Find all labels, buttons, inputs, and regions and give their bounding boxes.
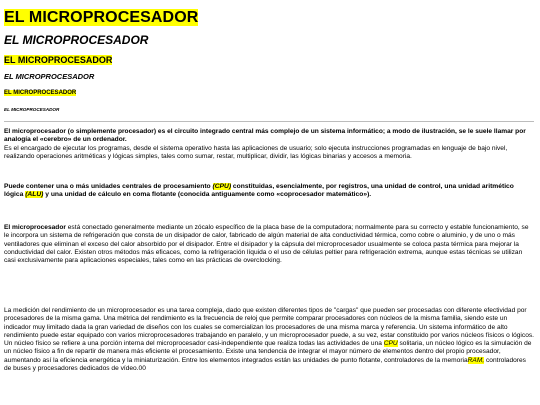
heading-3 bbox=[4, 55, 112, 65]
heading-5-text: EL MICROPROCESADOR bbox=[4, 90, 77, 96]
paragraph-units-text-c: y una unidad de cálculo en coma flotante (conocida antiguamente como «coprocesador matemático»). bbox=[43, 191, 372, 199]
heading-3-text: EL MICROPROCESADOR bbox=[4, 55, 113, 65]
heading-4: EL MICROPROCESADOR bbox=[4, 72, 95, 81]
paragraph-cooling bbox=[4, 224, 534, 265]
paragraph-units-text-a: Puede contener una o más unidades centrales de procesamiento bbox=[4, 183, 213, 190]
heading-1-text: EL MICROPROCESADOR bbox=[4, 9, 199, 26]
paragraph-definition-bold: El microprocesador (o simplemente procesador) es el circuito integrado central más complejo de un sistema informático; a modo de ilustración, se le suele llamar por analogía el «cerebro» de un ordenador. bbox=[4, 128, 526, 144]
paragraph-definition-text: Es el encargado de ejecutar los programas, desde el sistema operativo hasta las aplicaciones de usuario; solo ejecuta instrucciones programadas en lenguaje de bajo nivel, realizando operaciones aritméticas y lógicas simples, tales como sumar, restar, multiplicar, dividir, las lógicas binarias y accesos a memoria. bbox=[4, 144, 508, 160]
paragraph-cooling-bold: El microprocesador bbox=[4, 224, 66, 231]
paragraph-performance-text-c: controladores de buses y procesadores dedicados de vídeo.00 bbox=[4, 356, 526, 373]
paragraph-performance-text-b: solitaria, un núcleo lógico es la simulación de un núcleo físico a fin de repartir de manera más eficiente el procesamiento. Existe una tendencia de integrar el mayor número de elementos dentro del propio procesador, aumentando así la eficiencia energética y la miniaturización. Entre los elementos integrados están las unidades de punto flotante, controladores de la memoria bbox=[4, 340, 532, 364]
horizontal-rule bbox=[4, 121, 534, 122]
cpu-highlight: (CPU) bbox=[212, 183, 232, 190]
heading-5 bbox=[4, 90, 76, 97]
cpu-highlight-2: CPU bbox=[383, 340, 398, 348]
paragraph-performance bbox=[4, 307, 534, 373]
alu-highlight: (ALU) bbox=[25, 191, 44, 199]
heading-6: EL MICROPROCESADOR bbox=[4, 107, 60, 112]
paragraph-units bbox=[4, 183, 534, 200]
heading-2: EL MICROPROCESADOR bbox=[4, 33, 149, 47]
ram-highlight: RAM, bbox=[467, 356, 485, 364]
paragraph-definition bbox=[4, 128, 534, 161]
paragraph-performance-text-a: La medición del rendimiento de un microprocesador es una tarea compleja, dado que existen diferentes tipos de "cargas" que pueden ser procesadas con diferente efectividad por procesadores de la misma gama. Una métrica del rendimiento es la frecuencia de reloj que permite comparar procesadores con núcleos de la misma familia, siendo este un indicador muy limitado dada la gran variedad de diseños con los cuales se comercializan los procesadores de una misma marca y referencia. Un sistema informático de alto rendimiento puede estar equipado con varios microprocesadores trabajando en paralelo, y un microprocesador puede, a su vez, estar constituido por varios núcleos físicos o lógicos. Un núcleo físico se refiere a una porción interna del microprocesador casi-independiente que realiza todas las actividades de una bbox=[4, 307, 534, 348]
paragraph-cooling-text: está conectado generalmente mediante un zócalo específico de la placa base de la computadora; normalmente para su correcto y estable funcionamiento, se le incorpora un sistema de refrigeración que consta de un disipador de calor, fabricado de algún material de alta conductividad térmica, como cobre o aluminio, y de uno o más ventiladores que eliminan el exceso del calor absorbido por el disipador. Entre el disipador y la cápsula del microprocesador usualmente se coloca pasta térmica para mejorar la conductividad del calor. Existen otros métodos más eficaces, como la refrigeración líquida o el uso de células peltier para refrigeración extrema, aunque estas técnicas se utilizan casi exclusivamente para aplicaciones especiales, tales como en las prácticas de overclocking. bbox=[4, 224, 529, 265]
paragraph-units-text-b: constituidas, esencialmente, por registros, una unidad de control, una unidad aritmético lógica bbox=[4, 183, 514, 199]
heading-1 bbox=[4, 9, 198, 27]
